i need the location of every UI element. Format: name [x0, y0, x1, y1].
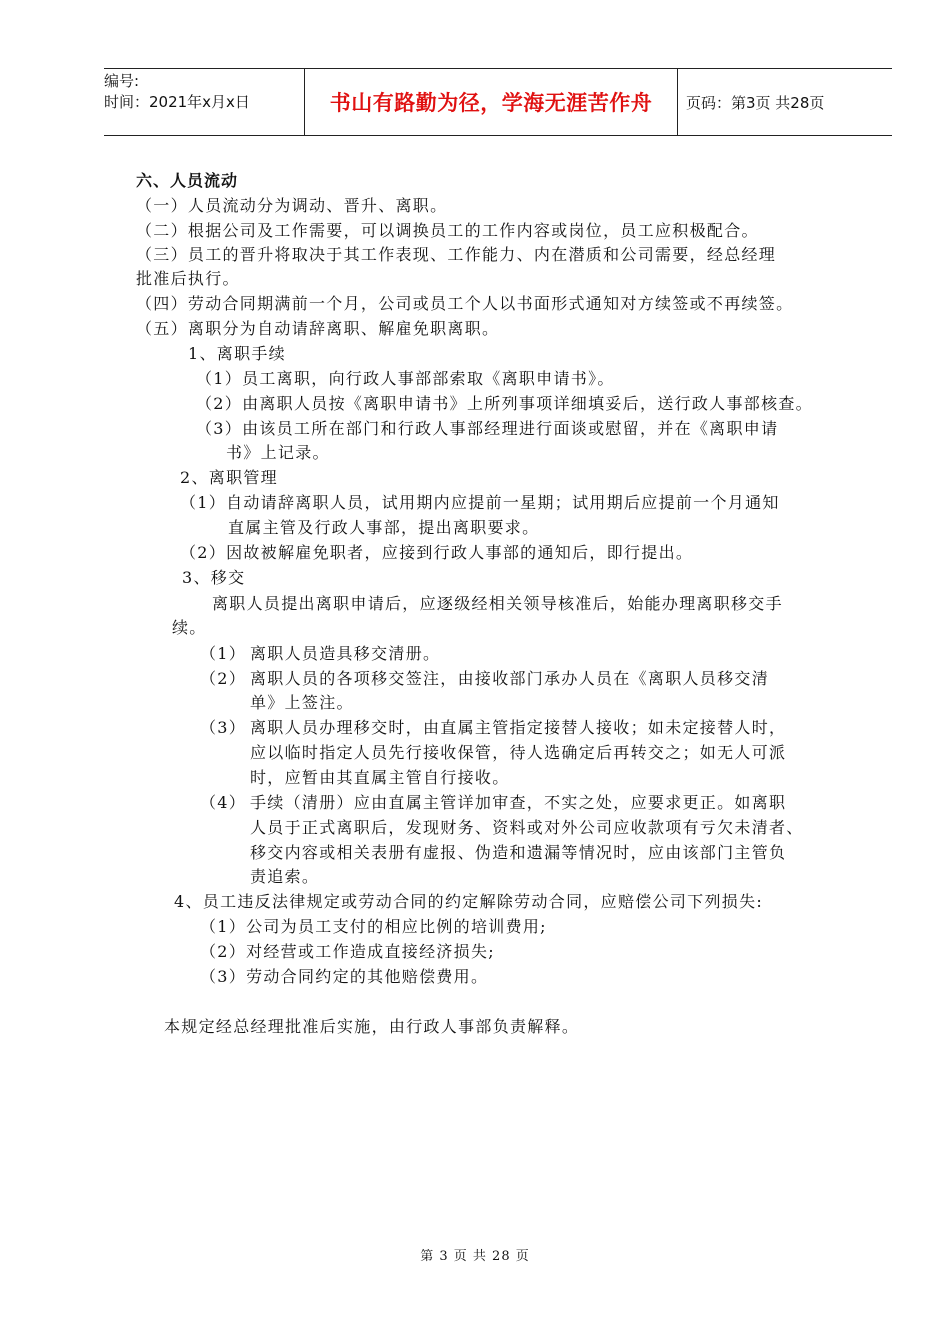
list-item-continuation: 人员于正式离职后，发现财务、资料或对外公司应收款项有亏欠未清者、 — [250, 818, 804, 837]
list-item: （3）由该员工所在部门和行政人事部经理进行面谈或慰留，并在《离职申请 — [196, 419, 779, 438]
page-footer: 第 3 页 共 28 页 — [420, 1249, 530, 1264]
paragraph-line: 批准后执行。 — [136, 269, 240, 288]
list-number: （2） — [200, 669, 247, 688]
list-number: （3） — [200, 718, 247, 737]
paragraph-line: 续。 — [172, 618, 207, 637]
list-item-continuation: 直属主管及行政人事部，提出离职要求。 — [228, 518, 540, 537]
paragraph-line: （五）离职分为自动请辞离职、解雇免职离职。 — [136, 319, 500, 338]
paragraph-line: 离职人员提出离职申请后，应逐级经相关领导核准后，始能办理离职移交手 — [212, 594, 783, 613]
paragraph-line: （二）根据公司及工作需要，可以调换员工的工作内容或岗位，员工应积极配合。 — [136, 221, 759, 240]
time-label: 时间：2021年x月x日 — [104, 93, 250, 111]
list-item-continuation: 时，应暂由其直属主管自行接收。 — [250, 768, 510, 787]
list-item: （1）公司为员工支付的相应比例的培训费用; — [200, 917, 547, 936]
list-item: 手续（清册）应由直属主管详加审查，不实之处，应要求更正。如离职 — [250, 793, 787, 812]
list-item: （2）对经营或工作造成直接经济损失; — [200, 942, 495, 961]
list-item-continuation: 责追索。 — [250, 867, 320, 886]
header-motto: 书山有路勤为径，学海无涯苦作舟 — [304, 69, 678, 135]
list-item: （3）劳动合同约定的其他赔偿费用。 — [200, 967, 489, 986]
paragraph-line: （三）员工的晋升将取决于其工作表现、工作能力、内在潜质和公司需要，经总经理 — [136, 245, 777, 264]
subsection-heading: 1、离职手续 — [188, 344, 286, 363]
list-item-continuation: 应以临时指定人员先行接收保管，待人选确定后再转交之；如无人可派 — [250, 743, 787, 762]
subsection-heading: 3、移交 — [182, 568, 246, 587]
list-item-continuation: 单》上签注。 — [250, 693, 354, 712]
paragraph-line: （一）人员流动分为调动、晋升、离职。 — [136, 196, 448, 215]
list-item-continuation: 移交内容或相关表册有虚报、伪造和遗漏等情况时，应由该部门主管负 — [250, 843, 787, 862]
header-meta — [104, 69, 304, 135]
subsection-heading: 2、离职管理 — [180, 468, 278, 487]
closing-statement: 本规定经总经理批准后实施，由行政人事部负责解释。 — [164, 1017, 580, 1036]
list-item: 离职人员办理移交时，由直属主管指定接替人接收；如未定接替人时， — [250, 718, 787, 737]
list-item: （2）由离职人员按《离职申请书》上所列事项详细填妥后，送行政人事部核查。 — [196, 394, 813, 413]
list-item: 离职人员造具移交清册。 — [250, 644, 441, 663]
list-number: （1） — [200, 644, 247, 663]
section-heading: 六、人员流动 — [136, 171, 239, 190]
list-item: （1）自动请辞离职人员，试用期内应提前一星期；试用期后应提前一个月通知 — [180, 493, 780, 512]
paragraph-line: （四）劳动合同期满前一个月，公司或员工个人以书面形式通知对方续签或不再续签。 — [136, 294, 794, 313]
list-item: （2）因故被解雇免职者，应接到行政人事部的通知后，即行提出。 — [180, 543, 694, 562]
list-item-continuation: 书》上记录。 — [226, 443, 330, 462]
number-label: 编号: — [104, 72, 140, 90]
list-number: （4） — [200, 793, 247, 812]
subsection-heading: 4、员工违反法律规定或劳动合同的约定解除劳动合同，应赔偿公司下列损失: — [174, 892, 764, 911]
list-item: （1）员工离职，向行政人事部部索取《离职申请书》。 — [196, 369, 615, 388]
list-item: 离职人员的各项移交签注，由接收部门承办人员在《离职人员移交清 — [250, 669, 770, 688]
document-header — [104, 68, 892, 136]
header-page-code: 页码：第3页 共28页 — [686, 93, 825, 112]
